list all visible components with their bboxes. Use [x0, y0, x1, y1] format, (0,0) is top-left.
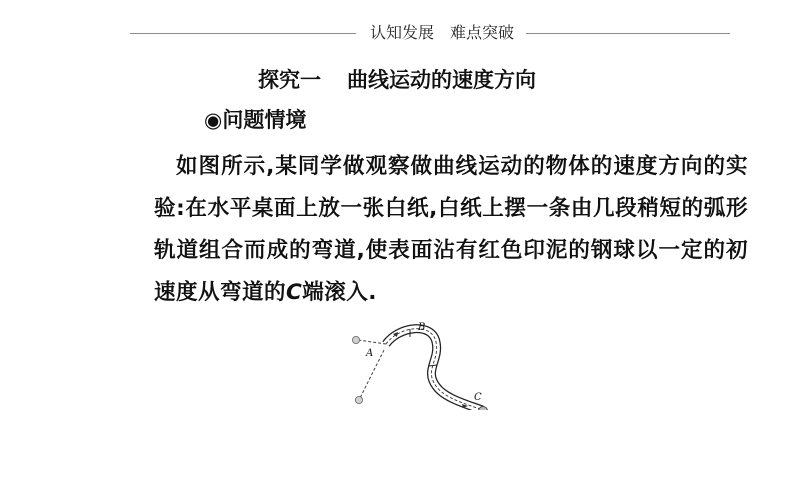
section-title	[0, 66, 794, 94]
paragraph-text-main: 如图所示,某同学做观察做曲线运动的物体的速度方向的实验:在水平桌面上放一张白纸,白纸上摆一条由几段稍短的弧形轨道组合而成的弯道,使表面沾有红色印泥的钢球以一定的初速度从弯道的	[154, 154, 748, 305]
paragraph-emphasis-c: C	[286, 280, 303, 305]
section-title-number: 探究一	[258, 68, 321, 92]
track-inner	[386, 329, 482, 410]
label-a: A	[366, 348, 374, 359]
header-divider-left	[130, 33, 356, 34]
section-title-topic: 曲线运动的速度方向	[347, 68, 536, 92]
circled-dot-icon: ◉	[204, 108, 223, 132]
problem-paragraph	[154, 146, 748, 314]
curved-track-diagram	[344, 320, 494, 410]
paragraph-text-end: 端滚入.	[302, 280, 377, 305]
label-c: C	[474, 392, 482, 403]
subheading	[204, 106, 306, 134]
page-header	[130, 22, 730, 46]
header-divider-right	[526, 33, 730, 34]
subheading-label: 问题情境	[222, 108, 307, 132]
ink-mark-bottom	[355, 396, 362, 403]
exit-path-top	[358, 340, 386, 344]
label-b: B	[418, 322, 426, 333]
header-title: 认知发展 难点突破	[369, 23, 514, 42]
ink-mark-top	[352, 336, 359, 343]
